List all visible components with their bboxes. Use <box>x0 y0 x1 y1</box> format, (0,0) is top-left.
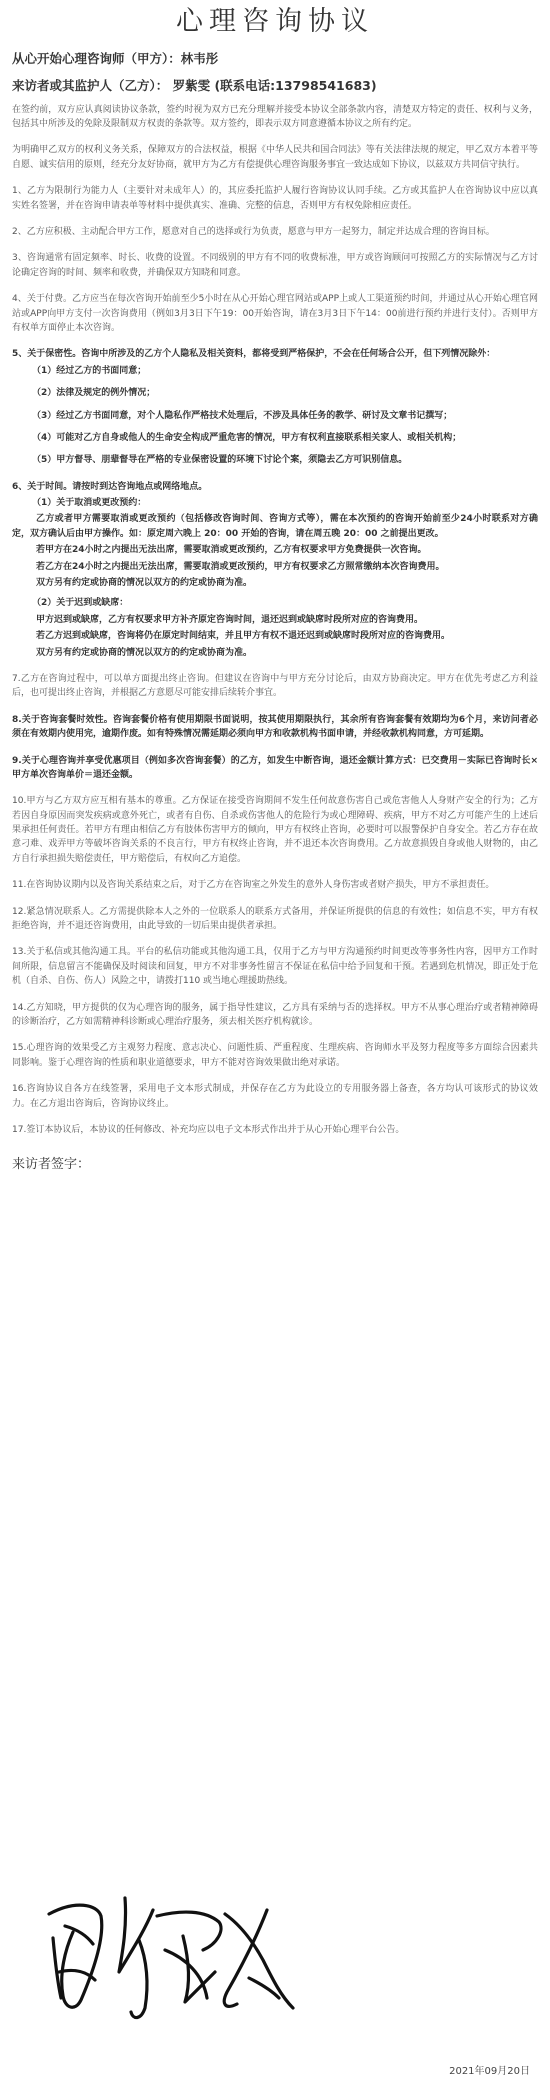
client-line: 来访者或其监护人（乙方）： 罗紫雯 (联系电话:13798541683) <box>12 77 377 93</box>
page-title: 心理咨询协议 <box>176 6 374 37</box>
clause-15: 15.心理咨询的效果受乙方主观努力程度、意志决心、问题性质、严重程度、生理疾病、咨询师水平及努力程度等多方面综合因素共同影响。鉴于心理咨询的性质和职业道德要求，甲方不能对咨询效果做出绝对承诺。 <box>12 1043 538 1068</box>
clause-10: 10.甲方与乙方双方应互相有基本的尊重。乙方保证在接受咨询期间不发生任何故意伤害自己或危害他人人身财产安全的行为；乙方若因自身原因而突发疾病或意外死亡，或者有自伤、自杀或伤害他人的危险行为或心理障碍、疾病，甲方不对乙方可能产生的上述后果承担任何责任。若甲方有理由相信乙方有肢体伤害甲方的倾向，甲方有权终止咨询，必要时可以报警保护自身安全。若乙方存在故意刁难、戏弄甲方等破坏咨询关系的不良言行，甲方有权终止咨询，并不退还本次咨询费用。乙方故意损毁自身或他人财物的，由乙方自行承担损失赔偿责任，甲方赔偿后，有权向乙方追偿。 <box>12 796 538 864</box>
clause-6-sub-1-text-4: 双方另有约定或协商的情况以双方的约定或协商为准。 <box>36 578 253 589</box>
intro-paragraph-2: 为明确甲乙双方的权利义务关系，保障双方的合法权益，根据《中华人民共和国合同法》等有关法律法规的规定，甲乙双方本着平等自愿、诚实信用的原则，经充分友好协商，就甲方为乙方有偿提供心理咨询服务事宜一致达成如下协议，以兹双方共同信守执行。 <box>12 145 538 170</box>
clause-6-sub-1-text-1: 乙方或者甲方需要取消或更改预约（包括修改咨询时间、咨询方式等），需在本次预约的咨询开始前至少24小时联系对方确定，双方确认后由甲方操作。如：原定周六晚上 20：00 开始的咨询，请在周五晚 20：00 之前提出更改。 <box>12 514 538 539</box>
intro-paragraph-1: 在签约前，双方应认真阅读协议条款，签约时视为双方已充分理解并接受本协议全部条款内容，清楚双方特定的责任、权利与义务，包括其中所涉及的免除及限制双方权责的条款等。双方签约，即表示双方同意遵循本协议之所有约定。 <box>12 104 538 130</box>
clause-5-item-5: （5）甲方督导、朋辈督导在严格的专业保密设置的环境下讨论个案，须隐去乙方可识别信息。 <box>32 455 408 466</box>
clause-6-sub-1-text-3: 若乙方在24小时之内提出无法出席，需要取消或更改预约，甲方有权要求乙方照常缴纳本次咨询费用。 <box>36 561 445 572</box>
clause-8: 8.关于咨询套餐时效性。咨询套餐价格有使用期限书面说明，按其使用期限执行，其余所有咨询套餐有效期均为6个月，来访问者必须在有效期内使用完，逾期作废。如有特殊情况需延期必须向甲方和收款机构书面申请，并经收款机构同意，方可延期。 <box>12 714 538 740</box>
clause-6-sub-2-text-2: 若乙方迟到或缺席，咨询将仍在原定时间结束，并且甲方有权不退还迟到或缺席时段所对应的咨询费用。 <box>36 631 451 642</box>
clause-5-item-3: （3）经过乙方书面同意，对个人隐私作严格技术处理后，不涉及具体任务的教学、研讨及文章书记撰写； <box>32 410 453 421</box>
signature-label: 来访者签字： <box>12 1157 91 1173</box>
clause-4: 4、关于付费。乙方应当在每次咨询开始前至少5小时在从心开始心理官网站或APP上或人工渠道预约时间，并通过从心开始心理官网站或APP向甲方支付一次咨询费用（例如3月3日下午19：00开始咨询，请在3月3日下午14：00前进行预约并进行支付）。否则甲方有权单方面停止本次咨询。 <box>12 294 538 333</box>
clause-13: 13.关于私信或其他沟通工具。平台的私信功能或其他沟通工具，仅用于乙方与甲方沟通预约时间更改等事务性内容，因甲方工作时间所限，信息留言不能确保及时阅读和回复，甲方不对非事务性留言不保证在私信中给予回复和干预。若遇到危机情况，即正处于危机（自杀、自伤、伤人）风险之中，请拨打110 或当地心理援助热线。 <box>12 947 538 987</box>
clause-11: 11.在咨询协议期内以及咨询关系结束之后，对于乙方在咨询室之外发生的意外人身伤害或者财产损失，甲方不承担责任。 <box>12 880 495 891</box>
clause-6-sub-2-text-3: 双方另有约定或协商的情况以双方的约定或协商为准。 <box>36 647 253 658</box>
clause-5-item-4: （4）可能对乙方自身或他人的生命安全构成严重危害的情况，甲方有权利直接联系相关家人、或相关机构； <box>32 432 462 443</box>
clause-6-sub-2: （2）关于迟到或缺席： <box>32 598 129 609</box>
clause-3: 3、咨询通常有固定频率、时长、收费的设置。不同级别的甲方有不同的收费标准，甲方或咨询顾问可按照乙方的实际情况与乙方讨论确定咨询的时间、频率和收费，并确保双方知晓和同意。 <box>12 253 538 278</box>
clause-17: 17.签订本协议后，本协议的任何修改、补充均应以电子文本形式作出并于从心开始心理平台公告。 <box>12 1124 405 1135</box>
signing-date: 2021年09月20日 <box>449 2066 530 2077</box>
clause-6-sub-1: （1）关于取消或更改预约： <box>32 498 147 509</box>
clause-2: 2、乙方应积极、主动配合甲方工作，愿意对自己的选择或行为负责，愿意与甲方一起努力，制定并达成合理的咨询目标。 <box>12 226 495 237</box>
clause-6-sub-1-text-2: 若甲方在24小时之内提出无法出席，需要取消或更改预约，乙方有权要求甲方免费提供一次咨询。 <box>36 545 427 556</box>
therapist-line: 从心开始心理咨询师（甲方）：林韦彤 <box>12 51 219 67</box>
clause-12: 12.紧急情况联系人。乙方需提供除本人之外的一位联系人的联系方式备用，并保证所提供的信息的有效性；如信息不实，甲方有权拒绝咨询，并不退还咨询费用，由此导致的一切后果由提供者承担。 <box>12 906 538 932</box>
clause-9: 9.关于心理咨询并享受优惠项目（例如多次咨询套餐）的乙方，如发生中断咨询，退还金额计算方式：已交费用－实际已咨询时长×甲方单次咨询单价＝退还金额。 <box>12 755 538 780</box>
clause-6-sub-2-text-1: 甲方迟到或缺席，乙方有权要求甲方补齐原定咨询时间，退还迟到或缺席时段所对应的咨询费用。 <box>36 614 424 625</box>
clause-5-item-1: （1）经过乙方的书面同意； <box>32 365 147 376</box>
clause-5-heading: 5、关于保密性。咨询中所涉及的乙方个人隐私及相关资料，都将受到严格保护，不会在任何场合公开，但下列情况除外： <box>12 349 496 360</box>
handwritten-signature <box>35 1880 305 2030</box>
clause-6-heading: 6、关于时间。请按时到达咨询地点或网络地点。 <box>12 481 208 492</box>
clause-1: 1、乙方为限制行为能力人（主要针对未成年人）的，其应委托监护人履行咨询协议认同手续。乙方或其监护人在咨询协议中应以真实姓名签署，并在咨询申请表单等材料中提供真实、准确、完整的信息，否则甲方有权免除相应责任。 <box>12 186 538 211</box>
clause-7: 7.乙方在咨询过程中，可以单方面提出终止咨询。但建议在咨询中与甲方充分讨论后，由双方协商决定。甲方在优先考虑乙方利益后，也可提出终止咨询，并根据乙方意愿尽可能安排后续转介事宜。 <box>12 673 538 699</box>
clause-16: 16.咨询协议自各方在线签署，采用电子文本形式制成，并保存在乙方为此设立的专用服务器上备查，各方均认可该形式的协议效力。在乙方退出咨询后，咨询协议终止。 <box>12 1084 538 1109</box>
clause-14: 14.乙方知晓，甲方提供的仅为心理咨询的服务，属于指导性建议，乙方具有采纳与否的选择权。甲方不从事心理治疗或者精神障碍的诊断治疗，乙方如需精神科诊断或心理治疗服务，须去相关医疗机构就诊。 <box>12 1002 538 1027</box>
clause-5-item-2: （2）法律及规定的例外情况； <box>32 388 156 399</box>
